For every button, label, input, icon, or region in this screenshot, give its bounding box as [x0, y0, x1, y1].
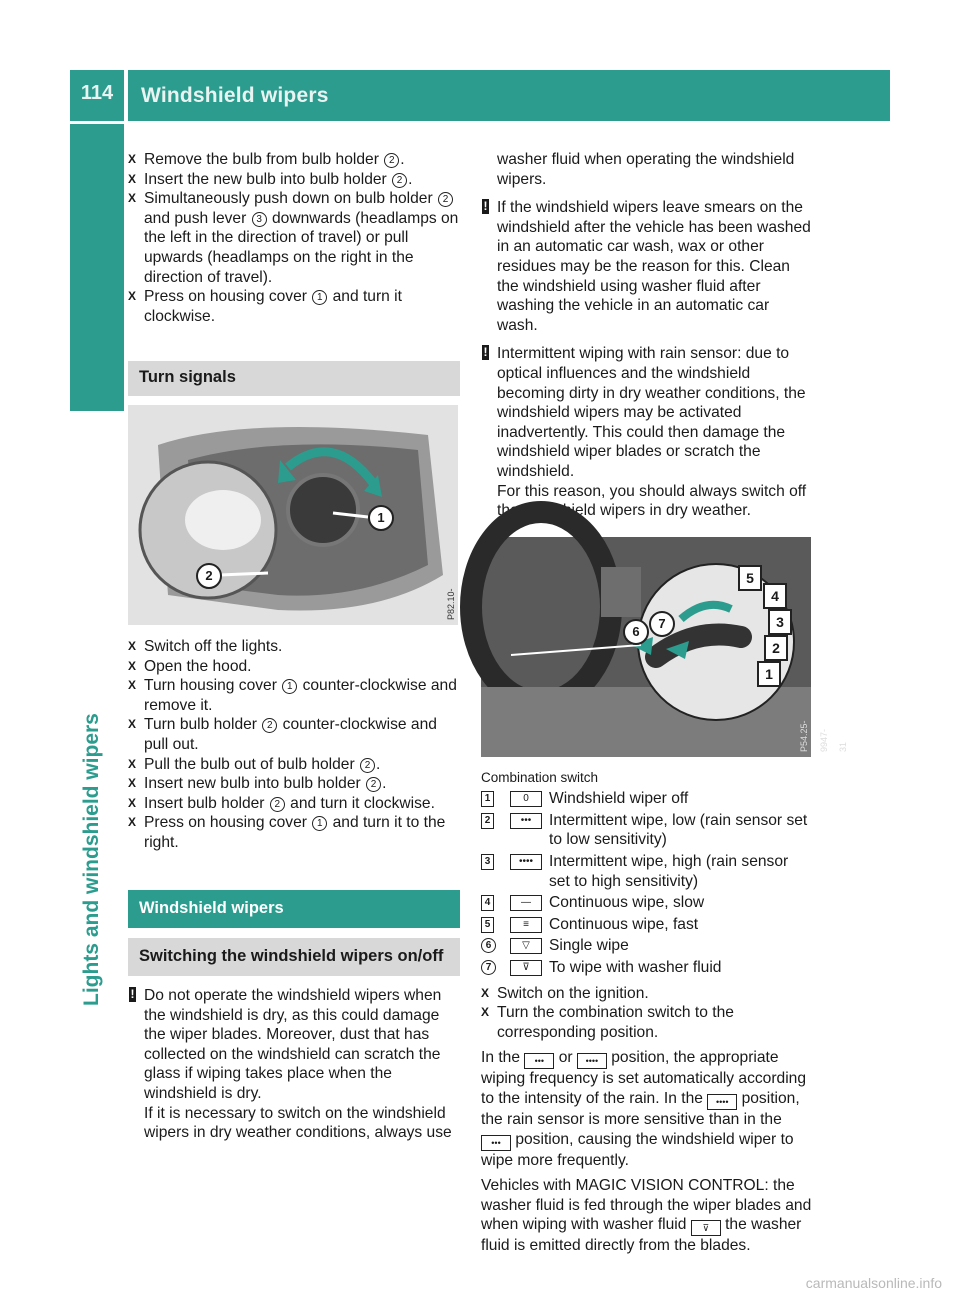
step-arrow-icon: X	[128, 815, 137, 830]
callout-number: 2	[360, 758, 375, 773]
step-item: X Insert new bulb into bulb holder 2 .	[128, 775, 387, 793]
chapter-tab-block	[70, 124, 124, 411]
headlamp-illustration	[128, 405, 458, 625]
figure-callout: 7	[649, 611, 675, 637]
callout-number: 2	[438, 192, 453, 207]
legend-item: 3 •••• Intermittent wipe, high (rain sensor set to high sensitivity)	[481, 852, 813, 891]
intermittent-high-icon: ••••	[707, 1094, 737, 1110]
legend-key: 1	[481, 791, 494, 807]
single-wipe-icon: ▽	[510, 938, 542, 954]
washer-fluid-icon: ⊽	[691, 1220, 721, 1236]
legend-key: 3	[481, 854, 494, 870]
step-item: X Insert the new bulb into bulb holder 2 .	[128, 170, 413, 188]
legend-item: 6 ▽ Single wipe	[481, 936, 813, 956]
callout-number: 1	[282, 679, 297, 694]
intermittent-high-icon: ••••	[510, 854, 542, 870]
callout-number: 2	[270, 797, 285, 812]
figure-callout: 4	[763, 583, 787, 609]
page-title: Windshield wipers	[141, 84, 329, 107]
step-arrow-icon: X	[128, 678, 137, 693]
figure-callout: 2	[764, 635, 788, 661]
step-item: X Remove the bulb from bulb holder 2 .	[128, 151, 405, 168]
step-item: X Switch on the ignition.	[481, 984, 649, 1002]
combination-switch-figure	[481, 537, 849, 757]
steps-bulb-replace	[128, 150, 460, 326]
figure-callout: 5	[738, 565, 762, 591]
legend-list	[481, 789, 813, 977]
figure-callout: 1	[368, 505, 394, 531]
wiper-off-icon: 0	[510, 791, 542, 807]
intermittent-low-icon: •••	[524, 1053, 554, 1069]
callout-number: 3	[252, 212, 267, 227]
left-column	[128, 150, 476, 1143]
figure-callout: 6	[623, 619, 649, 645]
step-arrow-icon: X	[128, 717, 137, 732]
legend-key: 6	[481, 938, 496, 953]
callout-number: 2	[262, 718, 277, 733]
callout-number: 2	[384, 153, 399, 168]
step-item: X Insert bulb holder 2 and turn it clockwise.	[128, 794, 435, 812]
step-arrow-icon: X	[128, 795, 137, 810]
figure-code: P54.25-9947-31	[799, 720, 849, 752]
switching-wipers-subheading: Switching the windshield wipers on/off	[128, 938, 460, 976]
step-arrow-icon: X	[128, 152, 137, 166]
legend-title: Combination switch	[481, 769, 599, 785]
step-arrow-icon: X	[128, 289, 137, 304]
figure-callout: 2	[196, 563, 222, 589]
step-arrow-icon: X	[128, 171, 137, 186]
step-arrow-icon: X	[128, 658, 137, 673]
intermittent-low-icon: •••	[481, 1135, 511, 1151]
step-item: X Press on housing cover 1 and turn it to the right.	[128, 814, 446, 851]
figure-code: P82.10-7495-	[446, 588, 476, 620]
step-arrow-icon: X	[128, 756, 137, 771]
step-item: X Turn housing cover 1 counter-clockwise and remove it.	[128, 677, 457, 714]
step-arrow-icon: X	[128, 776, 137, 791]
magic-vision-paragraph: Vehicles with MAGIC VISION CONTROL: the washer fluid is fed through the wiper blades and when wiping with washer fluid ⊽ the washer fluid is emitted directly from the blades.	[481, 1177, 812, 1255]
warning-rain-sensor: ! Intermittent wiping with rain sensor: due to optical influences and the windshield becoming dirty in dry weather conditions, the windshield wipers may be activated inadvertently. This could then damage the windshield wiper blades or scratch the windshield. For this reason, you should always switch off the windshield wipers in dry weather.	[483, 345, 807, 520]
legend-item: 2 ••• Intermittent wipe, low (rain sensor set to low sensitivity)	[481, 811, 813, 850]
step-arrow-icon: X	[128, 191, 137, 206]
legend-key: 7	[481, 960, 496, 975]
step-item: X Press on housing cover 1 and turn it clockwise.	[128, 288, 402, 325]
figure-callout: 3	[768, 609, 792, 635]
callout-number: 1	[312, 816, 327, 831]
step-item: X Switch off the lights.	[128, 637, 283, 655]
warning-icon: !	[130, 987, 135, 1002]
watermark: carmanualsonline.info	[805, 1275, 942, 1292]
step-item: X Open the hood.	[128, 657, 252, 675]
right-column	[481, 150, 849, 1256]
legend-item: 4 — Continuous wipe, slow	[481, 893, 813, 913]
legend-key: 4	[481, 895, 494, 911]
page-number: 114	[80, 82, 114, 104]
rain-sensor-paragraph: In the ••• or •••• position, the appropriate wiping frequency is set automatically according to the intensity of the rain. In the •••• position, the rain sensor is more sensitive than in the ••• position, causing the windshield wiper to wipe more frequently.	[481, 1049, 807, 1169]
warning-dry-windshield: ! Do not operate the windshield wipers when the windshield is dry, as this could damage the wiper blades. Moreover, dust that has collected on the windshield can scratch the glass if wiping takes place when the windshield is dry. If it is necessary to switch on the windshield wipers in dry weather conditions, always use	[130, 987, 452, 1142]
intermittent-high-icon: ••••	[577, 1053, 607, 1069]
figure-callout: 1	[757, 661, 781, 687]
continuous-fast-icon: ≡	[510, 917, 542, 933]
step-arrow-icon: X	[128, 638, 137, 653]
continuous-slow-icon: —	[510, 895, 542, 911]
step-item: X Turn bulb holder 2 counter-clockwise and pull out.	[128, 716, 437, 753]
windshield-wipers-heading: Windshield wipers	[128, 890, 460, 928]
legend-key: 2	[481, 813, 494, 829]
intermittent-low-icon: •••	[510, 813, 542, 829]
warning-smears: ! If the windshield wipers leave smears on the windshield after the vehicle has been washed in an automatic car wash, wax or other residues may be the reason for this. Clean the windshield using washer fluid after washing the vehicle in an automatic car wash.	[483, 199, 811, 334]
steps-turn-signals	[128, 637, 460, 853]
headlamp-figure	[128, 405, 476, 625]
step-arrow-icon: X	[481, 1005, 490, 1020]
callout-number: 1	[312, 290, 327, 305]
legend-item: 1 0 Windshield wiper off	[481, 789, 813, 809]
callout-number: 2	[392, 173, 407, 188]
turn-signals-heading: Turn signals	[128, 361, 460, 396]
step-item: X Simultaneously push down on bulb holder 2 and push lever 3 downwards (headlamps on the left in the direction of travel) or pull upwards (headlamps on the right in the direction of travel).	[128, 190, 459, 286]
callout-number: 2	[366, 777, 381, 792]
legend-item: 5 ≡ Continuous wipe, fast	[481, 915, 813, 935]
step-item: X Pull the bulb out of bulb holder 2 .	[128, 755, 381, 773]
step-arrow-icon: X	[481, 985, 490, 1000]
continuation-text: washer fluid when operating the windshield wipers.	[497, 151, 795, 188]
warning-icon: !	[483, 345, 488, 360]
steps-wipers	[481, 984, 813, 1043]
chapter-tab-label: Lights and windshield wipers	[80, 713, 103, 1006]
legend-item: 7 ⊽ To wipe with washer fluid	[481, 958, 813, 978]
washer-fluid-icon: ⊽	[510, 960, 542, 976]
legend-key: 5	[481, 917, 494, 933]
warning-icon: !	[483, 199, 488, 214]
step-item: X Turn the combination switch to the corresponding position.	[481, 1004, 734, 1041]
